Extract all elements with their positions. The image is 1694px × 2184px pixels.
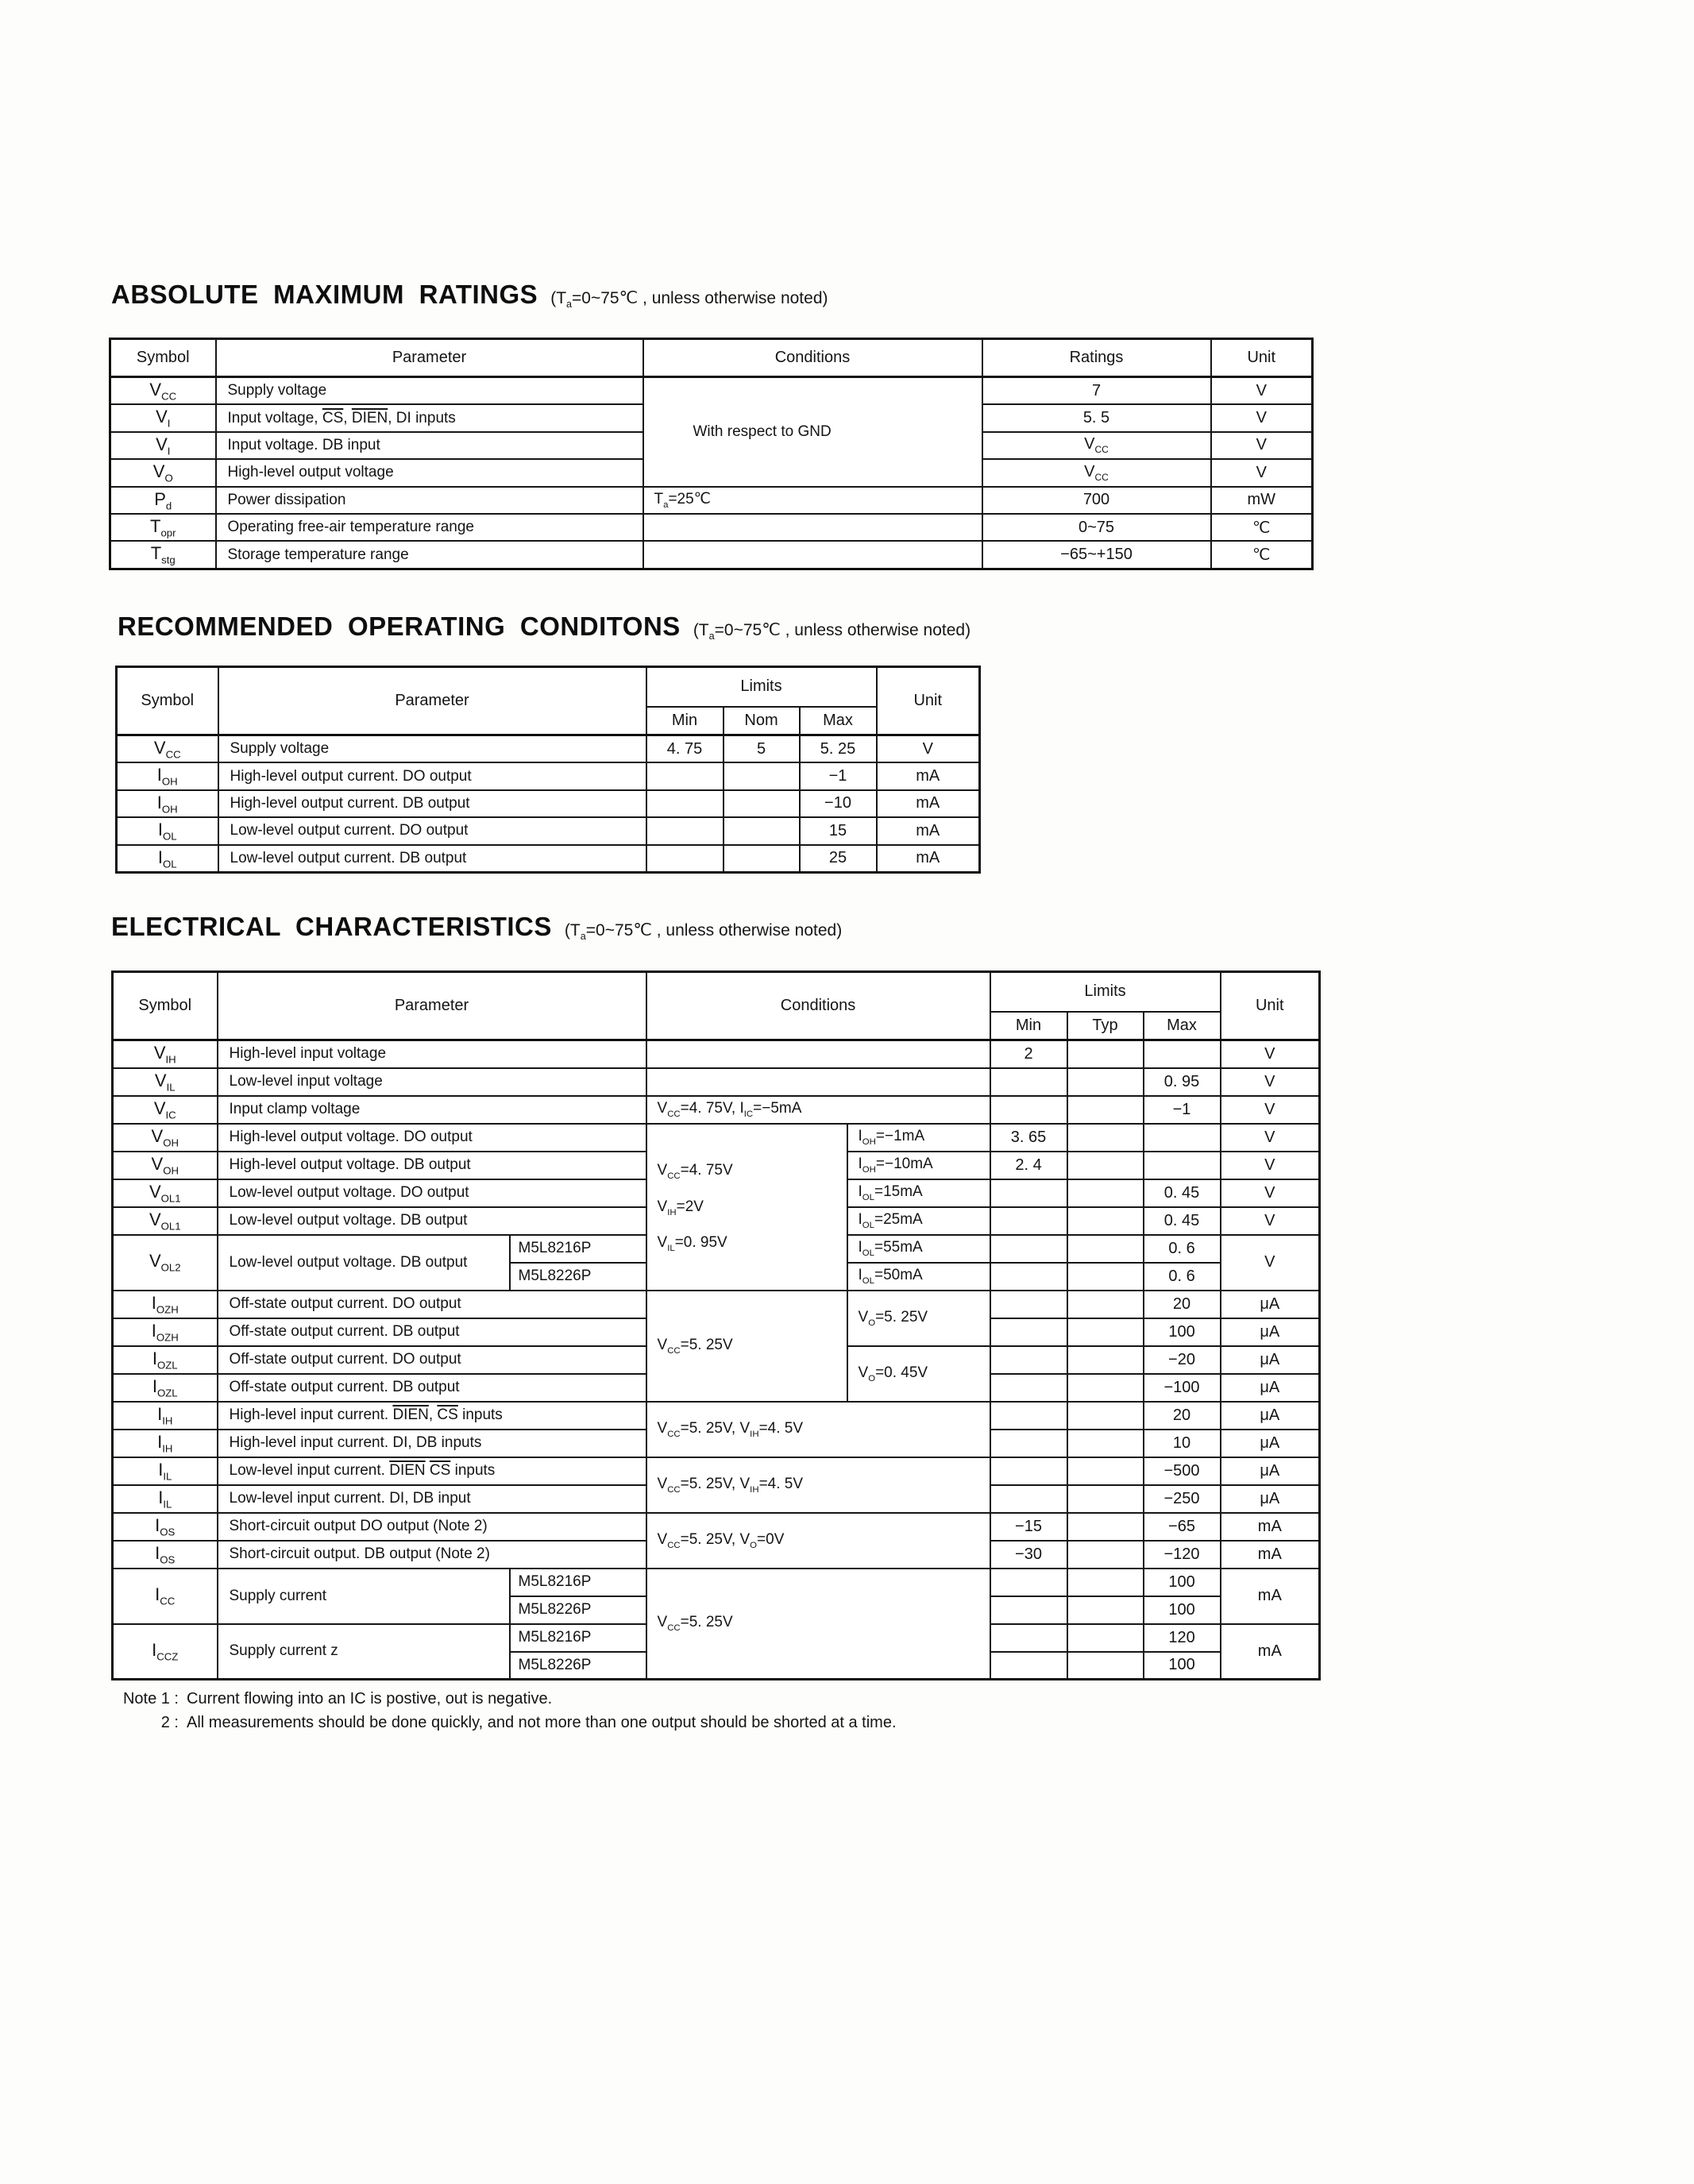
footnotes	[107, 1690, 897, 1738]
min-cell	[990, 1318, 1067, 1346]
unit-cell: V	[1221, 1124, 1320, 1152]
conditions-group-cell: $V_{CC}=5$. 25V	[646, 1291, 847, 1402]
max-cell: 10	[1144, 1430, 1221, 1457]
header-row	[117, 667, 980, 707]
header-symbol: Symbol	[117, 667, 218, 735]
min-cell	[646, 762, 724, 789]
parameter-cell: High-level output voltage. DB output	[218, 1152, 646, 1179]
unit-cell: V	[1211, 432, 1313, 459]
typ-cell	[1067, 1346, 1144, 1374]
table-row	[117, 817, 980, 844]
condition-line: $V_{IL}=0$. 95V	[657, 1234, 727, 1254]
unit-cell: mA	[1221, 1624, 1320, 1680]
header-symbol: Symbol	[110, 339, 216, 377]
symbol-cell: $V_{OL2}$	[113, 1235, 218, 1291]
parameter-cell: High-level output voltage. DO output	[218, 1124, 646, 1152]
symbol-cell: $V_{IL}$	[113, 1068, 218, 1096]
table-row	[113, 1457, 1320, 1485]
conditions-cell	[646, 1040, 990, 1068]
unit-cell: V	[1211, 377, 1313, 405]
min-cell	[990, 1263, 1067, 1291]
max-cell: 0. 95	[1144, 1068, 1221, 1096]
nom-cell	[724, 845, 800, 873]
max-cell: 20	[1144, 1402, 1221, 1430]
unit-cell: V	[1221, 1096, 1320, 1124]
ratings-cell: 0~75	[982, 514, 1211, 541]
max-cell: 25	[800, 845, 877, 873]
min-cell	[990, 1068, 1067, 1096]
note-1-text: Current flowing into an IC is postive, out is negative.	[187, 1690, 553, 1707]
section-header-ec	[111, 912, 842, 942]
parameter-cell: Supply current	[218, 1569, 510, 1624]
parameter-cell: Low-level output current. DO output	[218, 817, 646, 844]
unit-cell: mA	[877, 790, 980, 817]
parameter-cell: Off-state output current. DB output	[218, 1318, 646, 1346]
table-row	[110, 487, 1313, 514]
symbol-cell: $V_{OH}$	[113, 1152, 218, 1179]
section-subtitle-ec: ($T_a=0\sim 75℃$ , unless otherwise noted)	[564, 921, 843, 943]
max-cell	[1144, 1124, 1221, 1152]
conditions-cell: $T_a=25℃$	[643, 487, 982, 514]
nom-cell	[724, 762, 800, 789]
typ-cell	[1067, 1624, 1144, 1652]
max-cell: 120	[1144, 1624, 1221, 1652]
conditions-cell	[643, 541, 982, 569]
unit-cell: V	[1221, 1040, 1320, 1068]
header-unit: Unit	[877, 667, 980, 735]
device-cell: M5L8216P	[510, 1624, 646, 1652]
absolute-maximum-ratings-table	[109, 338, 1314, 570]
typ-cell	[1067, 1096, 1144, 1124]
section-subtitle-roc: ($T_a=0\sim 75℃$ , unless otherwise noted)	[693, 621, 971, 642]
max-cell: 100	[1144, 1318, 1221, 1346]
table-row	[110, 514, 1313, 541]
sub-condition-cell: $V_O=0$. 45V	[847, 1346, 990, 1402]
unit-cell: μA	[1221, 1402, 1320, 1430]
min-cell	[646, 817, 724, 844]
unit-cell: mA	[1221, 1513, 1320, 1541]
parameter-cell: Supply voltage	[216, 377, 643, 405]
parameter-cell: Supply voltage	[218, 735, 646, 763]
max-cell: 20	[1144, 1291, 1221, 1318]
symbol-cell: $V_I$	[110, 432, 216, 459]
unit-cell: V	[1221, 1179, 1320, 1207]
parameter-cell: Low-level output current. DB output	[218, 845, 646, 873]
unit-cell: mW	[1211, 487, 1313, 514]
header-unit: Unit	[1211, 339, 1313, 377]
table-row	[113, 1096, 1320, 1124]
min-cell	[990, 1291, 1067, 1318]
header-conditions: Conditions	[646, 972, 990, 1040]
symbol-cell: $V_{IC}$	[113, 1096, 218, 1124]
header-typ: Typ	[1067, 1012, 1144, 1040]
section-title-amr: ABSOLUTE MAXIMUM RATINGS	[111, 280, 538, 309]
max-cell: −1	[1144, 1096, 1221, 1124]
header-parameter: Parameter	[218, 972, 646, 1040]
symbol-cell: $I_{IH}$	[113, 1402, 218, 1430]
symbol-cell: $P_d$	[110, 487, 216, 514]
header-max: Max	[1144, 1012, 1221, 1040]
unit-cell: V	[1221, 1235, 1320, 1291]
nom-cell	[724, 817, 800, 844]
symbol-cell: $I_{OZL}$	[113, 1346, 218, 1374]
conditions-group-cell: $V_{CC}=5$. 25V	[646, 1569, 990, 1680]
typ-cell	[1067, 1040, 1144, 1068]
parameter-cell: Storage temperature range	[216, 541, 643, 569]
condition-line: $V_{IH}=2V$	[657, 1198, 704, 1217]
header-unit: Unit	[1221, 972, 1320, 1040]
table-row	[117, 845, 980, 873]
unit-cell: V	[1211, 459, 1313, 486]
parameter-cell: High-level output current. DB output	[218, 790, 646, 817]
max-cell	[1144, 1040, 1221, 1068]
min-cell	[990, 1457, 1067, 1485]
max-cell: 15	[800, 817, 877, 844]
max-cell: 0. 45	[1144, 1207, 1221, 1235]
note-2	[107, 1714, 897, 1732]
parameter-cell: Supply current z	[218, 1624, 510, 1680]
typ-cell	[1067, 1235, 1144, 1263]
parameter-cell: Low-level output voltage. DO output	[218, 1179, 646, 1207]
unit-cell: mA	[877, 845, 980, 873]
min-cell	[990, 1485, 1067, 1513]
header-parameter: Parameter	[218, 667, 646, 735]
ratings-cell: $V_{CC}$	[982, 459, 1211, 486]
header-min: Min	[990, 1012, 1067, 1040]
min-cell: 2	[990, 1040, 1067, 1068]
conditions-cell: $V_{CC}=5$. 25V, $V_{IH}=4$. 5V	[646, 1402, 990, 1457]
symbol-cell: $V_{IH}$	[113, 1040, 218, 1068]
typ-cell	[1067, 1318, 1144, 1346]
unit-cell: μA	[1221, 1374, 1320, 1402]
min-cell: −15	[990, 1513, 1067, 1541]
symbol-cell: $V_{OL1}$	[113, 1179, 218, 1207]
min-cell	[990, 1346, 1067, 1374]
table-row	[117, 790, 980, 817]
device-cell: M5L8226P	[510, 1596, 646, 1624]
header-limits: Limits	[646, 667, 877, 707]
typ-cell	[1067, 1179, 1144, 1207]
symbol-cell: $T_{opr}$	[110, 514, 216, 541]
min-cell	[646, 790, 724, 817]
unit-cell: mA	[877, 762, 980, 789]
max-cell: −20	[1144, 1346, 1221, 1374]
conditions-cell: $V_{CC}=5$. 25V, $V_{IH}=4$. 5V	[646, 1457, 990, 1513]
max-cell: −1	[800, 762, 877, 789]
ratings-cell: $V_{CC}$	[982, 432, 1211, 459]
max-cell: −10	[800, 790, 877, 817]
symbol-cell: $V_I$	[110, 404, 216, 431]
table-row	[113, 1124, 1320, 1152]
symbol-cell: $I_{CC}$	[113, 1569, 218, 1624]
symbol-cell: $I_{OL}$	[117, 817, 218, 844]
min-cell	[990, 1179, 1067, 1207]
parameter-cell: Short-circuit output. DB output (Note 2)	[218, 1541, 646, 1569]
symbol-cell: $T_{stg}$	[110, 541, 216, 569]
typ-cell	[1067, 1513, 1144, 1541]
header-nom: Nom	[724, 707, 800, 735]
symbol-cell: $V_{CC}$	[117, 735, 218, 763]
parameter-cell: Off-state output current. DO output	[218, 1346, 646, 1374]
parameter-cell: High-level input current. DI, DB inputs	[218, 1430, 646, 1457]
section-subtitle-amr: ($T_a=0\sim 75℃$ , unless otherwise noted)	[550, 289, 828, 311]
symbol-cell: $V_O$	[110, 459, 216, 486]
ratings-cell: 5. 5	[982, 404, 1211, 431]
symbol-cell: $I_{OH}$	[117, 762, 218, 789]
conditions-cell	[643, 514, 982, 541]
ratings-cell: 700	[982, 487, 1211, 514]
unit-cell: ℃	[1211, 514, 1313, 541]
unit-cell: μA	[1221, 1457, 1320, 1485]
conditions-group-cell	[646, 1124, 847, 1291]
unit-cell: μA	[1221, 1485, 1320, 1513]
min-cell: 4. 75	[646, 735, 724, 763]
table-row	[110, 377, 1313, 405]
sub-condition-cell: $I_{OH}=-10mA$	[847, 1152, 990, 1179]
min-cell	[990, 1596, 1067, 1624]
ratings-cell: 7	[982, 377, 1211, 405]
max-cell: 0. 6	[1144, 1263, 1221, 1291]
table-row	[110, 541, 1313, 569]
parameter-cell: Short-circuit output DO output (Note 2)	[218, 1513, 646, 1541]
max-cell: 0. 6	[1144, 1235, 1221, 1263]
header-limits: Limits	[990, 972, 1221, 1012]
header-row	[113, 972, 1320, 1012]
typ-cell	[1067, 1652, 1144, 1680]
table-row	[117, 762, 980, 789]
max-cell: −250	[1144, 1485, 1221, 1513]
table-row	[113, 1569, 1320, 1596]
table-row	[113, 1291, 1320, 1318]
electrical-characteristics-table	[111, 970, 1321, 1680]
recommended-operating-conditions-table	[115, 666, 981, 874]
min-cell	[990, 1096, 1067, 1124]
max-cell: 5. 25	[800, 735, 877, 763]
min-cell	[990, 1235, 1067, 1263]
typ-cell	[1067, 1374, 1144, 1402]
unit-cell: μA	[1221, 1346, 1320, 1374]
max-cell: −65	[1144, 1513, 1221, 1541]
max-cell: −500	[1144, 1457, 1221, 1485]
parameter-cell: Input voltage. DB input	[216, 432, 643, 459]
header-row	[110, 339, 1313, 377]
conditions-cell: $V_{CC}=4$. 75V, $I_{IC}=-5mA$	[646, 1096, 990, 1124]
symbol-cell: $I_{OZH}$	[113, 1291, 218, 1318]
ratings-cell: −65~+150	[982, 541, 1211, 569]
min-cell	[990, 1402, 1067, 1430]
conditions-cell: $V_{CC}=5$. 25V, $V_O=0V$	[646, 1513, 990, 1569]
parameter-cell: Input clamp voltage	[218, 1096, 646, 1124]
typ-cell	[1067, 1152, 1144, 1179]
typ-cell	[1067, 1596, 1144, 1624]
unit-cell: ℃	[1211, 541, 1313, 569]
header-parameter: Parameter	[216, 339, 643, 377]
table-row	[113, 1402, 1320, 1430]
parameter-cell: Low-level output voltage. DB output	[218, 1235, 510, 1291]
parameter-cell: Low-level input current. DI, DB input	[218, 1485, 646, 1513]
parameter-cell: Low-level input voltage	[218, 1068, 646, 1096]
unit-cell: V	[1221, 1152, 1320, 1179]
typ-cell	[1067, 1124, 1144, 1152]
nom-cell: 5	[724, 735, 800, 763]
table-row	[113, 1040, 1320, 1068]
note-2-text: All measurements should be done quickly, and not more than one output should be shorted at a time.	[187, 1714, 897, 1731]
typ-cell	[1067, 1068, 1144, 1096]
device-cell: M5L8226P	[510, 1263, 646, 1291]
typ-cell	[1067, 1291, 1144, 1318]
unit-cell: V	[1221, 1207, 1320, 1235]
sub-condition-cell: $I_{OL}=25mA$	[847, 1207, 990, 1235]
unit-cell: V	[877, 735, 980, 763]
min-cell	[990, 1374, 1067, 1402]
typ-cell	[1067, 1263, 1144, 1291]
typ-cell	[1067, 1207, 1144, 1235]
section-header-amr	[111, 280, 828, 310]
min-cell	[990, 1624, 1067, 1652]
parameter-cell: High-level output voltage	[216, 459, 643, 486]
max-cell: −120	[1144, 1541, 1221, 1569]
sub-condition-cell: $I_{OH}=-1mA$	[847, 1124, 990, 1152]
min-cell	[990, 1430, 1067, 1457]
header-conditions: Conditions	[643, 339, 982, 377]
unit-cell: mA	[1221, 1569, 1320, 1624]
header-ratings: Ratings	[982, 339, 1211, 377]
min-cell: −30	[990, 1541, 1067, 1569]
sub-condition-cell: $I_{OL}=50mA$	[847, 1263, 990, 1291]
max-cell: 100	[1144, 1652, 1221, 1680]
typ-cell	[1067, 1402, 1144, 1430]
max-cell	[1144, 1152, 1221, 1179]
header-min: Min	[646, 707, 724, 735]
unit-cell: mA	[877, 817, 980, 844]
typ-cell	[1067, 1430, 1144, 1457]
section-title-ec: ELECTRICAL CHARACTERISTICS	[111, 912, 552, 941]
symbol-cell: $I_{OS}$	[113, 1513, 218, 1541]
symbol-cell: $V_{CC}$	[110, 377, 216, 405]
min-cell: 3. 65	[990, 1124, 1067, 1152]
note-2-label: 2 :	[160, 1714, 179, 1731]
symbol-cell: $I_{OS}$	[113, 1541, 218, 1569]
symbol-cell: $I_{CCZ}$	[113, 1624, 218, 1680]
unit-cell: mA	[1221, 1541, 1320, 1569]
symbol-cell: $I_{IL}$	[113, 1485, 218, 1513]
sub-condition-cell: $V_O=5$. 25V	[847, 1291, 990, 1346]
section-title-roc: RECOMMENDED OPERATING CONDITONS	[118, 612, 681, 641]
unit-cell: μA	[1221, 1291, 1320, 1318]
parameter-cell: Operating free-air temperature range	[216, 514, 643, 541]
header-max: Max	[800, 707, 877, 735]
parameter-cell: Off-state output current. DO output	[218, 1291, 646, 1318]
min-cell	[990, 1207, 1067, 1235]
max-cell: 0. 45	[1144, 1179, 1221, 1207]
parameter-cell: High-level input current. DIEN, $\overline{CS}$ inputs	[218, 1402, 646, 1430]
min-cell	[646, 845, 724, 873]
min-cell	[990, 1652, 1067, 1680]
parameter-cell: High-level input voltage	[218, 1040, 646, 1068]
symbol-cell: $I_{OZH}$	[113, 1318, 218, 1346]
max-cell: 100	[1144, 1596, 1221, 1624]
device-cell: M5L8226P	[510, 1652, 646, 1680]
unit-cell: V	[1221, 1068, 1320, 1096]
conditions-cell	[646, 1068, 990, 1096]
symbol-cell: $V_{OL1}$	[113, 1207, 218, 1235]
min-cell	[990, 1569, 1067, 1596]
device-cell: M5L8216P	[510, 1569, 646, 1596]
condition-line: $V_{CC}=4$. 75V	[657, 1162, 733, 1181]
table-row	[117, 735, 980, 763]
parameter-cell: Power dissipation	[216, 487, 643, 514]
max-cell: −100	[1144, 1374, 1221, 1402]
parameter-cell: Off-state output current. DB output	[218, 1374, 646, 1402]
max-cell: 100	[1144, 1569, 1221, 1596]
sub-condition-cell: $I_{OL}=15mA$	[847, 1179, 990, 1207]
table-row	[113, 1513, 1320, 1541]
symbol-cell: $I_{IH}$	[113, 1430, 218, 1457]
section-header-roc	[118, 612, 970, 642]
symbol-cell: $I_{OZL}$	[113, 1374, 218, 1402]
note-1	[107, 1690, 897, 1708]
nom-cell	[724, 790, 800, 817]
conditions-cell: With respect to GND	[643, 377, 982, 487]
unit-cell: V	[1211, 404, 1313, 431]
symbol-cell: $I_{OH}$	[117, 790, 218, 817]
parameter-cell: Low-level output voltage. DB output	[218, 1207, 646, 1235]
typ-cell	[1067, 1485, 1144, 1513]
parameter-cell: High-level output current. DO output	[218, 762, 646, 789]
unit-cell: μA	[1221, 1430, 1320, 1457]
device-cell: M5L8216P	[510, 1235, 646, 1263]
min-cell: 2. 4	[990, 1152, 1067, 1179]
parameter-cell: Low-level input current. DIEN $\overline{CS}$ inputs	[218, 1457, 646, 1485]
symbol-cell: $I_{IL}$	[113, 1457, 218, 1485]
header-symbol: Symbol	[113, 972, 218, 1040]
sub-condition-cell: $I_{OL}=55mA$	[847, 1235, 990, 1263]
symbol-cell: $V_{OH}$	[113, 1124, 218, 1152]
table-row	[113, 1068, 1320, 1096]
typ-cell	[1067, 1569, 1144, 1596]
symbol-cell: $I_{OL}$	[117, 845, 218, 873]
typ-cell	[1067, 1457, 1144, 1485]
note-1-label: Note 1 :	[122, 1690, 179, 1707]
typ-cell	[1067, 1541, 1144, 1569]
unit-cell: μA	[1221, 1318, 1320, 1346]
parameter-cell: Input voltage, $\overline{CS}$, DIEN, DI inputs	[216, 404, 643, 431]
